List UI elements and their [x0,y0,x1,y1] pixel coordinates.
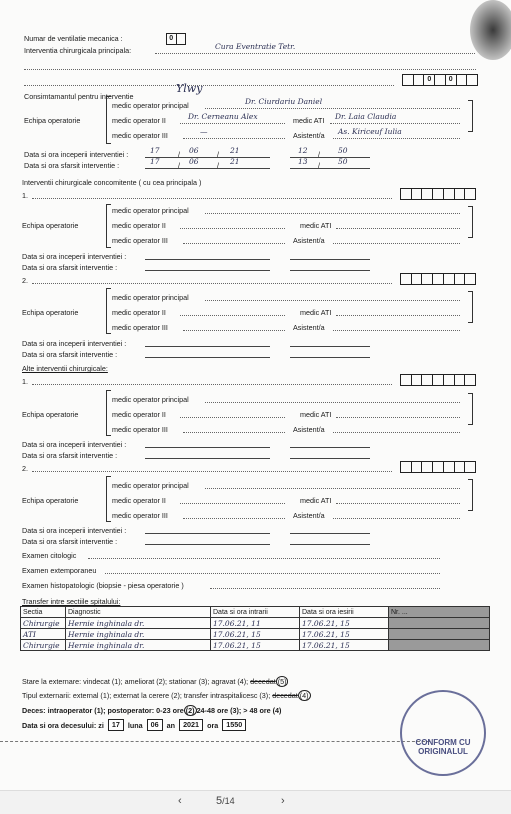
total-pages: /14 [222,796,235,806]
next-page-button[interactable]: › [281,795,285,807]
interventie-line [155,46,475,54]
concomitente-code-box-1 [400,188,476,200]
consimt-signature: Ylwy [176,82,203,95]
interventie-label: Interventia chirurgicala principala: [24,46,132,55]
ati-value: Dr. Laia Claudia [335,112,397,121]
examen-extemporaneu: Examen extemporaneu [22,566,97,575]
transfer-label: Transfer intre sectiile spitalului: [22,597,121,606]
op2-label: medic operator II [112,116,166,125]
deces-ora: 1550 [222,719,246,731]
echipa-label: Echipa operatorie [24,116,81,125]
start-label: Data si ora inceperii interventiei : [24,150,129,159]
page-indicator [216,795,235,807]
op3-value: — [200,127,208,136]
table-row: Chirurgie Hernie inghinala dr. 17.06.21, 11 17.06.21, 15 [21,618,490,629]
concomitente-code-box-2 [400,273,476,285]
tip-externare: Tipul externarii: external (1); externat la cerere (2); transfer intraspitalicesc (3); decedat (4) [22,691,309,700]
pager-toolbar [0,790,511,814]
examen-citologic: Examen citologic [22,551,77,560]
interventie-line-2 [24,62,476,70]
scan-noise [0,733,430,742]
asist-label: Asistent/a [293,131,325,140]
vent-value: 0 [167,34,177,44]
interventie-line-3 [24,78,394,86]
document-page: Numar de ventilatie mecanica : 0 Interventia chirurgicala principala: Cura Eventratie Tetr. 0 0 Consimtamantul pentru interventie Ylwy Echipa operatorie medic operator principal Dr. Ciurdariu Daniel medic operator II Dr. Cerneanu Alex medic ATI Dr. Laia Claudia medic operator III — Asistent/a As. Kiriceuf Iulia Data si ora inceperii interventiei : 17 / 06 / 21 12 / 50 Data si ora sfarsit interventie : 17 / 06 / 21 13 / 50 Interventii chirurgicale concomitente ( cu cea principala ) 1. Echipa operatorie medic operator principal medic operator II medic ATI medic operator III Asistent/a Data si ora inceperii interventiei : Data si ora sfarsit interventie : 2. Echipa operatorie medic operator principal medic operator II medic ATI medic operator III Asistent/a Data si ora inceperii interventiei : Data si ora sfarsit interventie : Alte interventii chirurgicale: 1. Echipa operatorie medic operator principal medic operator II medic ATI medic operator III Asistent/a Data si ora inceperii interventiei : Data si ora sfarsit interventie : 2. Echipa operatorie medic operator principal medic operator II medic ATI medic operator III Asistent/a Data si ora inceperii interventiei : Data si ora sfarsit interventie : Examen citologic Examen extemporaneu Examen histopatologic (biopsie - piesa operatorie ) Transfer intre sectiile spitalului: Sectia Diagnostic Data si ora intrarii Data si ora iesirii Nr. ... Chirurgie Hernie inghinala dr. 17.06.21, 11 17.06.21, 15 ATI Hernie inghinala dr. 17.06.21, 15 17.06.21, 15 Chirurgie Hernie inghinala dr. 17.06.21, 15 17.06.21, 15 Stare la externare: vindecat (1); ameliorat (2); stationar (3); agravat (4); decedat (5) Tipul externarii: external (1); externat la cerere (2); transfer intraspitalicesc (3); decedat (4) Deces: intraoperator (1); postoperator: 0-23 ore (2) 24-48 ore (3); > 48 ore (4) Data si ora decesului: zi 17 luna 06 an 2021 ora 1550 CONFORM CU ORIGINALUL [0,0,511,790]
op1-label: medic operator principal [112,101,189,110]
op2-value: Dr. Cerneanu Alex [188,112,258,121]
scan-smudge [470,0,511,60]
ati-label: medic ATI [293,116,325,125]
alte-code-box-2 [400,461,476,473]
prev-page-button[interactable]: ‹ [178,795,182,807]
deces-an: 2021 [179,719,203,731]
op1-value: Dr. Ciurdariu Daniel [245,97,323,106]
consimt-label: Consimtamantul pentru interventie [24,92,134,101]
deces-line: Deces: intraoperator (1); postoperator: 0-23 ore (2) 24-48 ore (3); > 48 ore (4) [22,706,282,715]
op3-label: medic operator III [112,131,168,140]
examen-histo: Examen histopatologic (biopsie - piesa operatorie ) [22,581,184,590]
concomitente-label: Interventii chirurgicale concomitente ( cu cea principala ) [22,178,202,187]
data-deces: Data si ora decesului: zi 17 luna 06 an 2021 ora 1550 [22,719,246,731]
alte-label: Alte interventii chirurgicale: [22,364,108,373]
conform-stamp: CONFORM CU ORIGINALUL [400,690,486,776]
deces-zi: 17 [108,719,124,731]
current-page: 5 [216,795,223,807]
alte-code-box-1 [400,374,476,386]
deces-luna: 06 [147,719,163,731]
table-row: ATI Hernie inghinala dr. 17.06.21, 15 17.06.21, 15 [21,629,490,640]
transfer-header-row: Sectia Diagnostic Data si ora intrarii Data si ora iesirii Nr. ... [21,607,490,618]
vent-box [166,33,186,45]
vent-label: Numar de ventilatie mecanica : [24,34,123,43]
asist-value: As. Kiriceuf Iulia [338,127,402,136]
end-label: Data si ora sfarsit interventie : [24,161,120,170]
table-row: Chirurgie Hernie inghinala dr. 17.06.21, 15 17.06.21, 15 [21,640,490,651]
transfer-table [20,606,490,651]
interventie-code-box: 0 0 [402,74,478,86]
stare-externare: Stare la externare: vindecat (1); ameliorat (2); stationar (3); agravat (4); decedat (5) [22,677,287,686]
interventie-value: Cura Eventratie Tetr. [215,42,296,51]
